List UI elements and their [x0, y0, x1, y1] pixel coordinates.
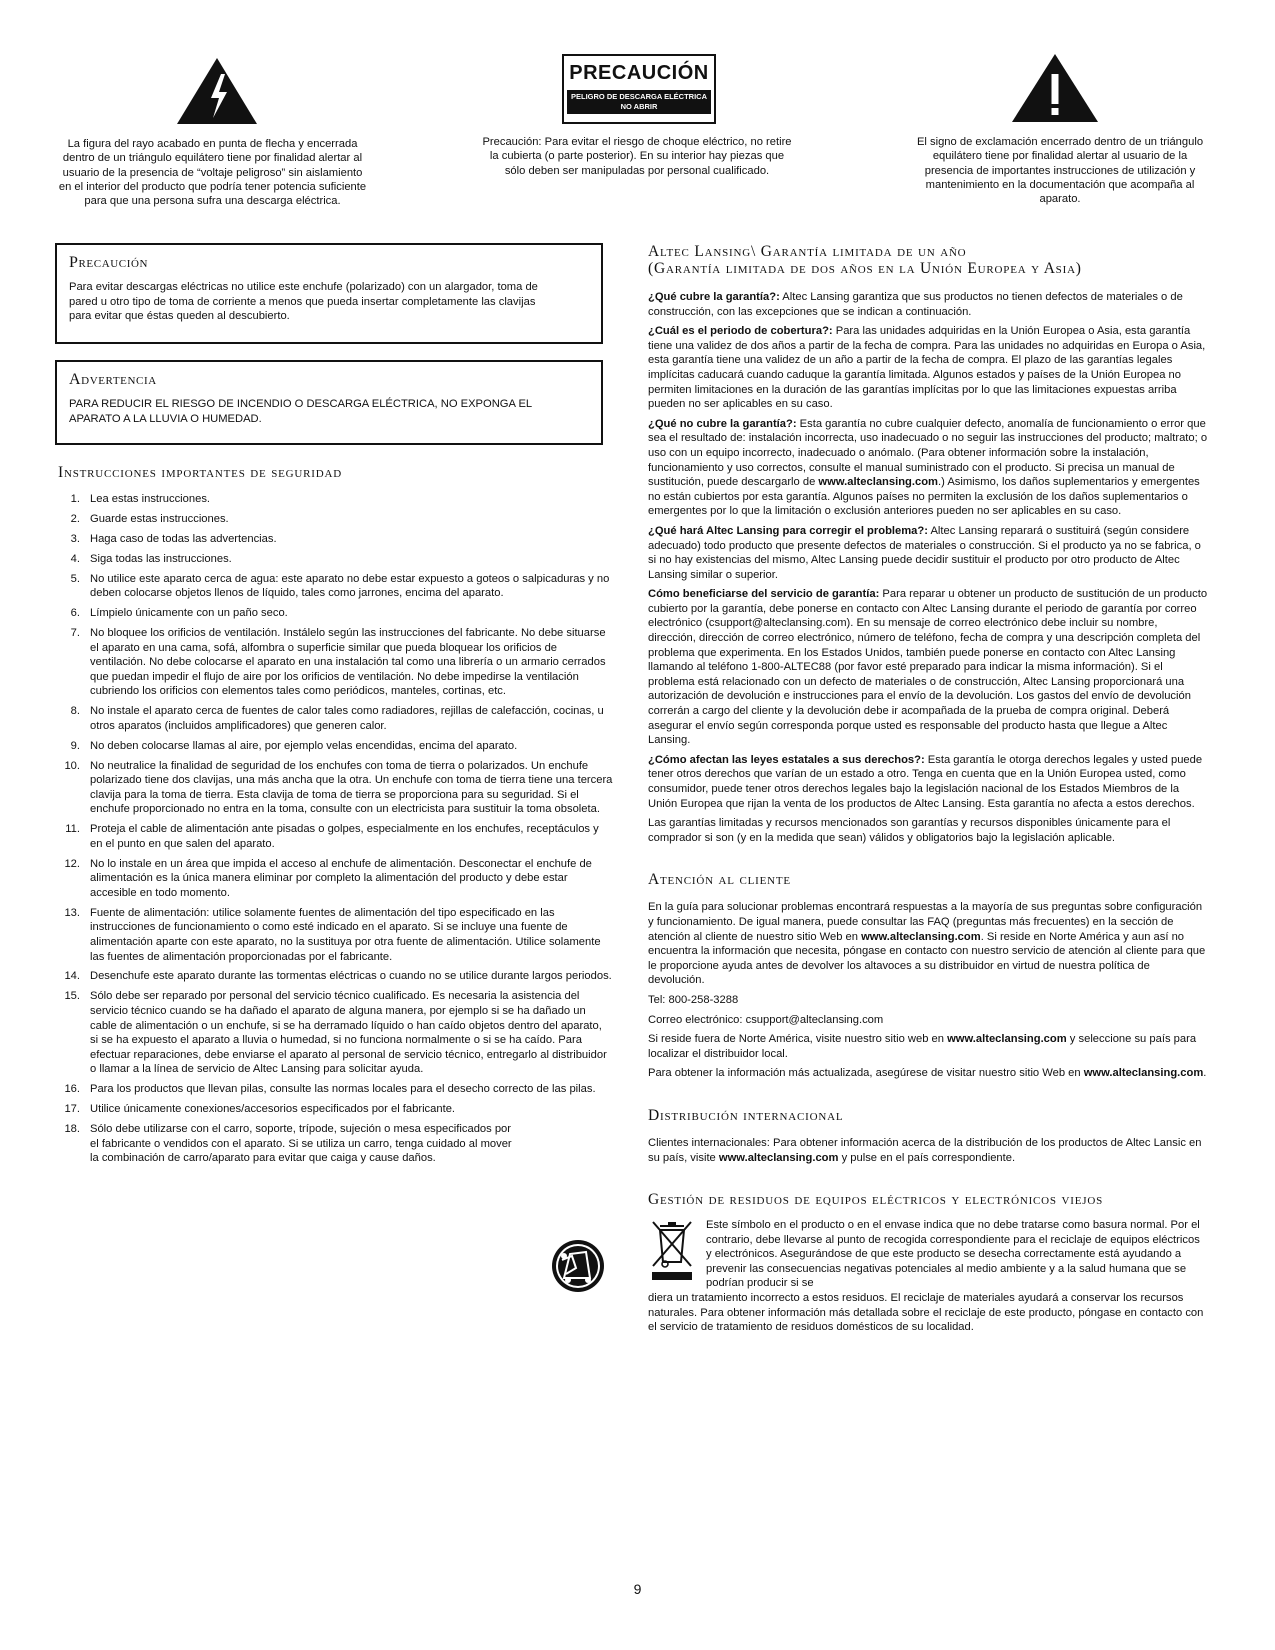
atencion-latest: Para obtener la información más actualizada, asegúrese de visitar nuestro sitio Web en www.alteclansing.com. — [648, 1067, 1207, 1080]
exclamation-warning-icon — [1010, 52, 1100, 124]
atencion-tel: Tel: 800-258-3288 — [648, 993, 739, 1006]
advertencia-text: PARA REDUCIR EL RIESGO DE INCENDIO O DESCARGA ELÉCTRICA, NO EXPONGA EL APARATO A LA LLUVIA O HUMEDAD. — [69, 398, 532, 425]
cart-tipover-icon — [550, 1238, 606, 1294]
instruction-item — [58, 759, 613, 817]
instruction-number: 4. — [70, 552, 80, 565]
website-link[interactable]: www.alteclansing.com — [818, 476, 938, 489]
instruction-text: No neutralice la finalidad de seguridad de los enchufes con toma de tierra o polarizados. Un enchufe polarizado tiene dos clavijas, una más ancha que la otra. Un enchufe con toma de tierra tiene una tercera clavija para la toma de tierra. Esta clavija de toma de tierra se proporciona para su seguridad. Si el enchufe proporcionado no entra en la toma, consulte con un electricista para sustituir la toma obsoleta. — [90, 759, 613, 816]
warranty-question: ¿Cómo afectan las leyes estatales a sus derechos?: — [648, 753, 925, 766]
warranty-question: ¿Qué hará Altec Lansing para corregir el problema?: — [648, 524, 928, 537]
atencion-outside-na: Si reside fuera de Norte América, visite nuestro sitio web en www.alteclansing.com y seleccione su país para localizar el distribuidor local. — [648, 1033, 1197, 1060]
instruction-item — [58, 857, 613, 901]
warranty-section — [648, 243, 1208, 1340]
atencion-title: Atención al cliente — [648, 871, 791, 889]
caution-caption: Precaución: Para evitar el riesgo de choque eléctrico, no retire la cubierta (o parte posterior). En su interior hay piezas que sólo deben ser manipuladas por personal cualificado. — [482, 136, 792, 177]
instruction-text: No deben colocarse llamas al aire, por ejemplo velas encendidas, encima del aparato. — [90, 739, 518, 752]
warranty-paragraph: ¿Cómo afectan las leyes estatales a sus derechos?: Esta garantía le otorga derechos legales y usted puede tener otros derechos que varían de un estado a otro. Tenga en cuenta que en la Unión Europea usted, como consumidor, puede tener otros derechos legales bajo la legislación nacional de los Estados Miembros de la Unión Europea que rijan la venta de los productos de Altec Lansing. Esta garantía no afecta a estos derechos. — [648, 753, 1203, 810]
instruction-number: 8. — [70, 705, 80, 718]
warranty-question: ¿Qué cubre la garantía?: — [648, 291, 780, 303]
instruction-text: No utilice este aparato cerca de agua: este aparato no debe estar expuesto a goteos o salpicaduras y no deben colocarse objetos llenos de líquido, tales como jarrones, encima del aparato. — [90, 572, 610, 600]
instruction-item — [58, 739, 613, 754]
instruction-item — [58, 1082, 613, 1097]
warranty-question: Cómo beneficiarse del servicio de garantía: — [648, 588, 880, 601]
instruction-text: Haga caso de todas las advertencias. — [90, 532, 277, 545]
warranty-question: ¿Qué no cubre la garantía?: — [648, 417, 797, 430]
warranty-title-line2: (Garantía limitada de dos años en la Unión Europea y Asia) — [648, 260, 1082, 277]
instruction-text: No lo instale en un área que impida el acceso al enchufe de alimentación. Desconectar el enchufe de alimentación es la única manera eliminar por completo la alimentación del producto y debe estar accesible en todo momento. — [90, 857, 592, 899]
instruction-text: Fuente de alimentación: utilice solamente fuentes de alimentación del tipo especificado en las instrucciones de funcionamiento o como esté indicado en el aparato. Si se incluye una fuente de alimentación aparte con este aparato, no la sustituya por otra fuente de alimentación. Utilice solamente las fuentes de alimentación proporcionadas por el fabricante. — [90, 906, 601, 963]
instruction-item — [58, 606, 613, 621]
caution-sign-title: PRECAUCIÓN — [569, 62, 709, 84]
instruction-item — [58, 572, 613, 601]
advertencia-title: Advertencia — [69, 371, 157, 388]
warranty-question: ¿Cuál es el periodo de cobertura?: — [648, 325, 833, 338]
weee-bin-icon — [648, 1218, 696, 1282]
gestion-text-full: diera un tratamiento incorrecto a estos residuos. El reciclaje de materiales ayudará a conservar los recursos naturales. Para obtener información más detallada sobre el reciclaje de este producto, póngase en contacto con el servicio de tratamiento de residuos domésticos de su localidad. — [648, 1292, 1204, 1334]
atencion-email: Correo electrónico: csupport@alteclansing.com — [648, 1013, 884, 1026]
instruction-text: Siga todas las instrucciones. — [90, 552, 232, 565]
instruction-text: Límpielo únicamente con un paño seco. — [90, 607, 288, 620]
lightning-caption: La figura del rayo acabado en punta de flecha y encerrada dentro de un triángulo equilátero tiene por finalidad alertar al usuario de la presencia de “voltaje peligroso” sin aislamiento en el interior del producto que podría tener potencia suficiente para que una persona sufra una descarga eléctrica. — [58, 138, 367, 208]
instruction-text: Para los productos que llevan pilas, consulte las normas locales para el desecho correcto de las pilas. — [90, 1083, 596, 1096]
instruction-number: 13. — [64, 906, 80, 919]
warranty-paragraph: Las garantías limitadas y recursos mencionados son garantías y recursos disponibles únicamente para el comprador si son (y en la medida que sean) válidos y obligatorios bajo la legislación aplicable. — [648, 817, 1171, 844]
warranty-title-line1: Altec Lansing\ Garantía limitada de un año — [648, 243, 967, 260]
instruction-number: 11. — [65, 823, 80, 836]
instruction-item — [58, 512, 613, 527]
gestion-title: Gestión de residuos de equipos eléctricos y electrónicos viejos — [648, 1191, 1103, 1209]
instruction-text: Utilice únicamente conexiones/accesorios especificados por el fabricante. — [90, 1103, 456, 1116]
instruction-item — [58, 989, 613, 1077]
instruction-item — [58, 552, 613, 567]
instruction-item — [58, 626, 613, 699]
gestion-body — [648, 1218, 1208, 1335]
caution-sign-line2: NO ABRIR — [620, 101, 658, 111]
instruction-number: 10. — [64, 759, 80, 772]
instruction-number: 9. — [70, 739, 80, 752]
precaucion-title: Precaución — [69, 254, 149, 271]
instruction-number: 12. — [64, 857, 80, 870]
instruction-number: 5. — [70, 572, 80, 585]
instruction-text: Proteja el cable de alimentación ante pisadas o golpes, especialmente en los enchufes, receptáculos y en el punto en que salen del aparato. — [90, 823, 599, 850]
precaucion-box — [55, 243, 603, 344]
instruction-text: Sólo debe utilizarse con el carro, soporte, trípode, sujeción o mesa especificados por el fabricante o vendidos con el aparato. Si se utiliza un carro, tenga cuidado al mover la combinación de carro/aparato para evitar que caiga y cause daños. — [90, 1123, 512, 1165]
website-link[interactable]: www.alteclansing.com — [1083, 1067, 1204, 1080]
distribucion-title: Distribución internacional — [648, 1106, 844, 1124]
warranty-paragraph: Cómo beneficiarse del servicio de garantía: Para reparar u obtener un producto de sustitución de un producto cubierto por la garantía, debe ponerse en contacto con Altec Lansing durante el periodo de garantía por correo electrónico (csupport@alteclansing.com). En su mensaje de correo electrónico debe incluir su nombre, dirección, dirección de correo electrónico, número de teléfono, fecha de compra y una descripción completa del problema que experimenta. En los Estados Unidos, también puede ponerse en contacto con Altec Lansing llamando al teléfono 1-800-ALTEC88 (por favor esté preparado para indicar la misma información). Si el problema está relacionado con un defecto de materiales o de construcción, Altec Lansing proporcionará una autorización de devolución e instrucciones para el envío de la devolución. Los gastos del envío de devolución correrán a cargo del cliente y la devolución debe ir acompañada de la prueba de compra original. Deberá asegurar el envío según corresponda porque usted es responsable del producto hasta que llegue a Altec Lansing. — [648, 588, 1208, 747]
instruction-number: 18. — [64, 1123, 80, 1136]
instruction-number: 6. — [70, 607, 80, 620]
lightning-warning-icon — [175, 56, 259, 126]
instruction-text: No instale el aparato cerca de fuentes de calor tales como radiadores, rejillas de calefacción, cocinas, u otros aparatos (incluidos amplificadores) que generen calor. — [90, 705, 604, 732]
warranty-paragraphs — [648, 290, 1208, 845]
instruction-item — [58, 906, 613, 964]
instructions-title: Instrucciones importantes de seguridad — [58, 464, 342, 481]
advertencia-box — [55, 360, 603, 445]
distribucion-text: Clientes internacionales: Para obtener información acerca de la distribución de los productos de Altec Lansic en su país, visite www.alteclansing.com y pulse en el país correspondiente. — [648, 1136, 1202, 1164]
instruction-text: Sólo debe ser reparado por personal del servicio técnico cualificado. Es necesaria la asistencia del servicio técnico cuando se ha dañado el aparato de alguna manera, por ejemplo si se ha dañado un cable de alimentación o un enchufe, si se ha derramado líquido o han caído objetos dentro del aparato, si se ha expuesto el aparato a lluvia o humedad, si no funciona normalmente o si se ha caído. Para efectuar reparaciones, debe enviarse el aparato al personal de servicio técnico, entregarlo al distribuidor o llamar a la línea de servicio de Altec Lansing para solicitar ayuda. — [90, 990, 607, 1076]
precaucion-text: Para evitar descargas eléctricas no utilice este enchufe (polarizado) con un alargador, toma de pared u otro tipo de toma de corriente a menos que pueda insertar completamente las clavijas para evitar que éstas queden al descubierto. — [69, 281, 538, 323]
instruction-number: 2. — [70, 512, 80, 525]
atencion-paragraph: En la guía para solucionar problemas encontrará respuestas a la mayoría de sus preguntas sobre configuración y funcionamiento. De igual manera, puede consultar las FAQ (preguntas más frecuentes) en la sección de atención al cliente de nuestro sitio Web en www.alteclansing.com. Si reside en Norte América y aun así no encuentra la información que necesita, póngase en contacto con nuestro servicio de atención al cliente para que le proporcione ayuda antes de devolver los altavoces a su distribuidor en virtud de nuestra política de devolución. — [648, 901, 1206, 987]
caution-sign-line1: PELIGRO DE DESCARGA ELÉCTRICA — [571, 92, 707, 101]
instruction-item — [58, 492, 613, 507]
warranty-paragraph: ¿Qué no cubre la garantía?: Esta garantía no cubre cualquier defecto, anomalía de funcionamiento o error que sea el resultado de: instalación incorrecta, uso inadecuado o no seguir las instrucciones del producto; maltrato; o uso con un equipo incorrecto, inadecuado o anómalo. (Para obtener información sobre la instalación, funcionamiento y uso correctos, consulte el manual suministrado con el producto. Si precisa un manual de sustitución, puede descargarlo de www.alteclansing.com.) Asimismo, los daños suplementarios y emergentes no están cubiertos por esta garantía. Algunos países no permiten la exclusión de los daños suplementarios o emergentes por lo que la limitación o exclusión anteriores pueden no ser aplicables en su caso. — [648, 417, 1208, 518]
instruction-item — [58, 704, 613, 733]
website-link[interactable]: www.alteclansing.com — [861, 930, 981, 943]
gestion-text-side: Este símbolo en el producto o en el envase indica que no debe tratarse como basura normal. Por el contrario, debe llevarse al punto de recogida correspondiente para el reciclaje de equipos eléctricos y electrónicos. Asegurándose de que este producto se desecha correctamente está ayudando a prevenir las consecuencias negativas potenciales al medio ambiente y a la salud humana que se podrían producir si se — [706, 1219, 1200, 1290]
page-number: 9 — [633, 1581, 642, 1597]
instruction-item — [58, 1122, 613, 1166]
instruction-item — [58, 969, 613, 984]
instruction-item — [58, 532, 613, 547]
instruction-number: 15. — [64, 990, 80, 1003]
instruction-number: 14. — [64, 970, 80, 983]
caution-sign — [562, 54, 716, 124]
instruction-text: Desenchufe este aparato durante las tormentas eléctricas o cuando no se utilice durante largos periodos. — [90, 970, 612, 983]
warranty-paragraph: ¿Cuál es el periodo de cobertura?: Para las unidades adquiridas en la Unión Europea o Asia, esta garantía tiene una validez de dos años a partir de la fecha de compra. Para las unidades no adquiridas en Europa o Asia, esta garantía tiene una validez de un año a partir de la fecha de compra. El plazo de las garantías legales implícitas caducará cuando caduque la garantía limitada. Algunos estados y países de la Unión Europea no permiten limitaciones en la duración de las garantías implícitas por lo que las limitaciones expuestas arriba pueden no ser aplicables en su caso. — [648, 325, 1206, 411]
instruction-number: 17. — [64, 1103, 80, 1116]
instructions-list-container — [58, 492, 613, 1171]
warranty-paragraph: ¿Qué hará Altec Lansing para corregir el problema?: Altec Lansing reparará o sustituirá (según considere adecuado) todo producto que presente defectos de materiales o construcción. Si el producto ya no se fabrica, o si no hay existencias del mismo, Altec Lansing puede decidir sustituir el producto por otro producto de Altec Lansing similar o superior. — [648, 524, 1201, 581]
instruction-number: 7. — [70, 626, 80, 639]
website-link[interactable]: www.alteclansing.com — [947, 1033, 1067, 1046]
instruction-item — [58, 822, 613, 851]
instruction-number: 1. — [70, 493, 80, 505]
instruction-item — [58, 1102, 613, 1117]
instruction-text: Guarde estas instrucciones. — [90, 512, 229, 525]
instruction-number: 16. — [64, 1083, 80, 1096]
instruction-text: Lea estas instrucciones. — [90, 493, 211, 505]
warranty-paragraph: ¿Qué cubre la garantía?: Altec Lansing garantiza que sus productos no tienen defectos de materiales o de construcción, con las excepciones que se indican a continuación. — [648, 291, 1183, 318]
website-link[interactable]: www.alteclansing.com — [718, 1151, 839, 1164]
instruction-number: 3. — [70, 532, 80, 545]
instructions-list — [58, 492, 613, 1166]
caution-sign-subtitle — [567, 90, 711, 114]
instruction-text: No bloquee los orificios de ventilación. Instálelo según las instrucciones del fabricante. No debe situarse el aparato en una cama, sofá, alfombra o superficie similar que pueda bloquear los orificios de ventilación. No debe colocarse el aparato en una instalación tal como una librería o un armario cerrados que puedan impedir el flujo de aire por los orificios de ventilación. No debe impedirse la ventilación cubriendo los orificios con elementos tales como periódicos, manteles, cortinas, etc. — [90, 626, 606, 698]
exclamation-caption: El signo de exclamación encerrado dentro de un triángulo equilátero tiene por finalidad alertar al usuario de la presencia de importantes instrucciones de utilización y mantenimiento en la documentación que acompaña al aparato. — [916, 136, 1204, 206]
